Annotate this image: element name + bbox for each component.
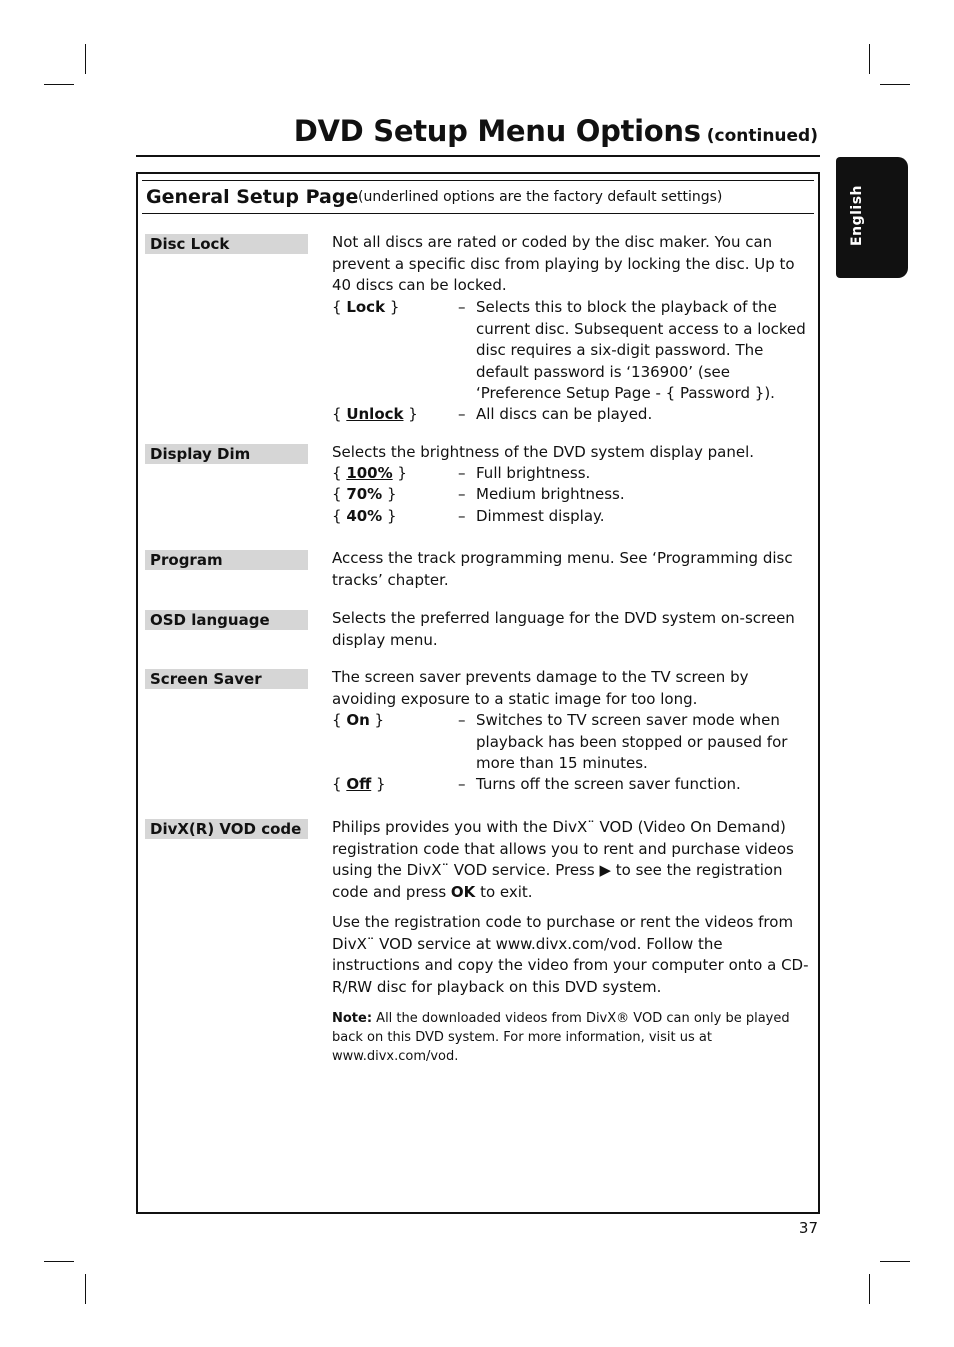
dash: – (458, 464, 466, 482)
option-unlock: { Unlock } (332, 405, 418, 423)
option-70-desc: Medium brightness. (476, 485, 625, 503)
option-40-desc: Dimmest display. (476, 507, 605, 525)
crop-mark (85, 1274, 86, 1304)
crop-mark (869, 1274, 870, 1304)
option-off: { Off } (332, 775, 386, 793)
option-off-desc: Turns off the screen saver function. (476, 775, 741, 793)
osd-language-text: Selects the preferred language for the DVD system on-screen display menu. (332, 609, 795, 649)
option-40: { 40% } (332, 507, 397, 525)
option-100: { 100% } (332, 464, 407, 482)
disc-lock-text: Not all discs are rated or coded by the disc maker. You can prevent a specific disc from playing by locking the disc. Up to 40 discs can be locked. (332, 233, 795, 294)
option-on: { On } (332, 711, 385, 729)
page-title (294, 114, 818, 148)
dash: – (458, 485, 466, 503)
page-number: 37 (798, 1219, 818, 1237)
dash: – (458, 775, 466, 793)
language-tab-label: English (849, 185, 865, 246)
divx-paragraph-2: Use the registration code to purchase or rent the videos from DivX¨ VOD service at www.divx.com/vod. Follow the instructions and copy the video from your computer onto a CD-R/RW disc for playback on this DVD system. (332, 913, 809, 996)
option-unlock-label: Unlock (346, 405, 404, 423)
dash: – (458, 711, 466, 729)
title-rule (136, 155, 820, 157)
option-lock-desc: Selects this to block the playback of the current disc. Subsequent access to a locked disc requires a six-digit password. The default password is ‘136900’ (see ‘Preference Setup Page - { Password }). (476, 298, 806, 402)
page-title-text: DVD Setup Menu Options (293, 114, 701, 148)
play-arrow-icon: ▶ (599, 861, 611, 879)
ok-key: OK (450, 882, 476, 901)
section-note: (underlined options are the factory default settings) (358, 189, 723, 205)
label-osd-language: OSD language (145, 610, 308, 630)
content-frame (136, 172, 820, 1214)
option-70: { 70% } (332, 485, 397, 503)
crop-mark (869, 44, 870, 74)
divx-paragraph-1: Philips provides you with the DivX¨ VOD (Video On Demand) registration code that allows you to rent and purchase videos using the DivX¨ VOD service. Press ▶ to see the registration code and press OK to exit. (332, 818, 794, 901)
crop-mark (880, 84, 910, 85)
option-100-label: 100% (346, 464, 393, 482)
label-disc-lock: Disc Lock (145, 234, 308, 254)
label-divx-vod-code: DivX(R) VOD code (145, 819, 308, 839)
note-text: All the downloaded videos from DivX® VOD can only be played back on this DVD system. For more information, visit us at www.divx.com/vod. (332, 1011, 790, 1064)
dash: – (458, 507, 466, 525)
divx-note (332, 1009, 812, 1066)
screen-saver-text: The screen saver prevents damage to the TV screen by avoiding exposure to a static image for too long. (332, 668, 749, 708)
crop-mark (44, 1261, 74, 1262)
label-program: Program (145, 550, 308, 570)
program-text: Access the track programming menu. See ‘Programming disc tracks’ chapter. (332, 549, 793, 589)
dash: – (458, 298, 466, 316)
option-on-desc: Switches to TV screen saver mode when playback has been stopped or paused for more than 15 minutes. (476, 711, 788, 772)
crop-mark (85, 44, 86, 74)
option-70-label: 70% (346, 485, 383, 503)
dash: – (458, 405, 466, 423)
option-on-label: On (346, 711, 370, 729)
label-screen-saver: Screen Saver (145, 669, 308, 689)
display-dim-text: Selects the brightness of the DVD system display panel. (332, 443, 755, 461)
option-100-desc: Full brightness. (476, 464, 591, 482)
section-title: General Setup Page (146, 186, 359, 208)
option-lock: { Lock } (332, 298, 400, 316)
option-off-label: Off (346, 775, 372, 793)
option-40-label: 40% (346, 507, 383, 525)
option-lock-label: Lock (346, 298, 386, 316)
section-header (142, 180, 814, 214)
note-label: Note: (332, 1011, 373, 1026)
page-title-continued: (continued) (706, 126, 818, 146)
option-unlock-desc: All discs can be played. (476, 405, 653, 423)
crop-mark (880, 1261, 910, 1262)
label-display-dim: Display Dim (145, 444, 308, 464)
crop-mark (44, 84, 74, 85)
language-tab (836, 157, 908, 278)
